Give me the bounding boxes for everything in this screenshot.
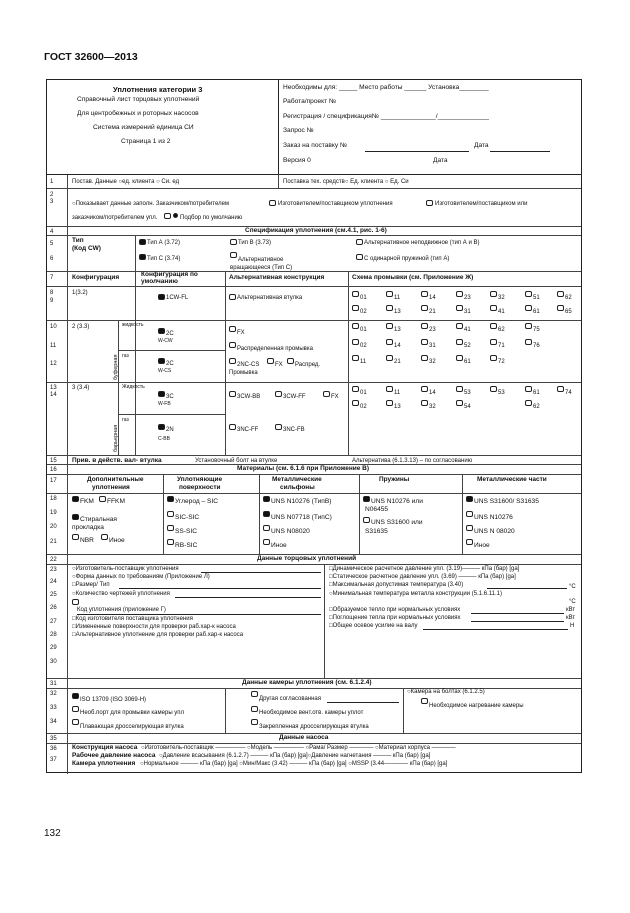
section-seal-spec: Спецификация уплотнения (см.4.1, рис. 1-6) <box>245 227 387 234</box>
page-number: 132 <box>44 828 61 839</box>
type-b-checkbox[interactable] <box>230 239 237 245</box>
mat-uns-n08020-checkbox[interactable] <box>263 525 270 531</box>
flush-plan-13-checkbox[interactable] <box>386 323 393 329</box>
cfg3-liquid-default-checkbox[interactable] <box>158 391 165 397</box>
flush-plan-label: 01 <box>360 327 367 333</box>
legend-box-icon <box>426 200 433 206</box>
cfg3-fx-checkbox[interactable] <box>323 391 330 397</box>
project-field[interactable]: Работа/проект № <box>283 98 337 105</box>
section-pump-data: Данные насоса <box>279 734 329 741</box>
form-subtitle-4: Страница 1 из 2 <box>121 138 171 145</box>
chamber-heating-checkbox[interactable] <box>421 698 428 704</box>
max-temp-field[interactable]: □Максимальная допустимая температура (3.40) <box>329 582 464 588</box>
flush-plan-11-checkbox[interactable] <box>386 291 393 297</box>
mat-rb-sic-checkbox[interactable] <box>167 539 174 545</box>
equipment-units[interactable]: Поставка тех. средств○ Ед. клиента ○ Ед. Си <box>283 179 409 185</box>
mat-ss-sic-checkbox[interactable] <box>167 525 174 531</box>
flush-plan-14-checkbox[interactable] <box>421 291 428 297</box>
flush-plan-51-checkbox[interactable] <box>525 291 532 297</box>
axial-force-field[interactable]: □Общее осевое усилие на валу <box>329 623 418 629</box>
flush-plan-label: 41 <box>464 327 471 333</box>
flush-plan-label: 62 <box>533 404 540 410</box>
flush-plan-61-checkbox[interactable] <box>525 386 532 392</box>
form-subtitle-2: Для центробежных и роторных насосов <box>77 110 199 117</box>
mat-spring-s31600-checkbox[interactable] <box>363 517 370 523</box>
section-materials: Материалы (см. 6.1.6 при Приложение В) <box>237 465 370 472</box>
flush-plan-62-checkbox[interactable] <box>490 323 497 329</box>
flush-plan-13-checkbox[interactable] <box>386 305 393 311</box>
cfg2-liquid-default-checkbox[interactable] <box>158 328 165 334</box>
flush-plan-01-checkbox[interactable] <box>352 386 359 392</box>
mat-metal-n08020-checkbox[interactable] <box>466 525 473 531</box>
flush-plan-32-checkbox[interactable] <box>421 400 428 406</box>
cfg3-gas-default-checkbox[interactable] <box>158 424 165 430</box>
flush-plan-label: 13 <box>394 404 401 410</box>
min-metal-temp-field[interactable]: ○Минимальная температура металла конструкции (5.1.6.11.1) <box>329 591 502 597</box>
pump-construction-fields[interactable]: ○Изготовитель-поставщик ————— ○Модель ————— ○Рама/ Размер ———— ○Материал корпуса ———— <box>141 745 456 751</box>
flush-plan-11-checkbox[interactable] <box>352 355 359 361</box>
flush-plan-14-checkbox[interactable] <box>386 339 393 345</box>
modified-surfaces-field[interactable]: □Измененные поверхности для проверки раб.хар-к насоса <box>72 624 236 630</box>
floating-bushing-checkbox[interactable] <box>72 719 79 725</box>
type-alt-rotating-checkbox[interactable] <box>230 252 237 258</box>
flush-plan-53-checkbox[interactable] <box>456 386 463 392</box>
flush-plan-label: 14 <box>394 343 401 349</box>
cfg1-default-checkbox[interactable] <box>158 294 165 300</box>
flush-plan-label: 14 <box>429 390 436 396</box>
mat-other1-checkbox[interactable] <box>101 534 108 540</box>
mat-stir-checkbox[interactable] <box>72 514 79 520</box>
flush-plan-65-checkbox[interactable] <box>557 305 564 311</box>
flush-plan-02-checkbox[interactable] <box>352 305 359 311</box>
flush-plan-74-checkbox[interactable] <box>557 386 564 392</box>
cfg1-alt-sleeve-checkbox[interactable] <box>229 294 236 300</box>
flush-plan-label: 31 <box>464 309 471 315</box>
mat-metal-s31600-checkbox[interactable] <box>466 496 473 502</box>
type-single-spring-checkbox[interactable] <box>356 254 363 260</box>
flush-plan-label: 11 <box>360 359 367 365</box>
flush-plan-label: 61 <box>533 309 540 315</box>
flush-plan-label: 75 <box>533 327 540 333</box>
order-date-label: Дата <box>474 142 489 149</box>
heat-generated-field[interactable]: □Образуемое тепло при нормальных условиях <box>329 607 461 613</box>
flush-plan-61-checkbox[interactable] <box>456 355 463 361</box>
section-seal-chamber: Данные камеры уплотнения (см. 6.1.2.4) <box>242 679 372 686</box>
flush-plan-label: 31 <box>429 343 436 349</box>
flush-plan-label: 61 <box>533 390 540 396</box>
vendor-code-field[interactable]: □Код изготовителя поставщика уплотнения <box>72 616 193 622</box>
flush-plan-label: 61 <box>464 359 471 365</box>
chamber-vent-checkbox[interactable] <box>251 706 258 712</box>
flush-plan-label: 23 <box>429 327 436 333</box>
mat-uns-n07718-checkbox[interactable] <box>263 511 270 517</box>
drawing-count-field[interactable]: ○Количество чертежей уплотнения <box>72 591 170 597</box>
flush-plan-21-checkbox[interactable] <box>386 355 393 361</box>
flush-plan-label: 74 <box>565 390 572 396</box>
supply-data-units[interactable]: Постав. Данные ○ед. клиента ○ Си. ед <box>72 179 180 185</box>
alt-seal-field[interactable]: □Альтернативное уплотнение для проверки раб.хар-к насоса <box>72 632 244 638</box>
mat-other5-checkbox[interactable] <box>466 539 473 545</box>
flush-plan-label: 53 <box>498 390 505 396</box>
mat-metal-n10276-checkbox[interactable] <box>466 511 473 517</box>
flush-plan-label: 11 <box>394 390 401 396</box>
needed-for-field[interactable]: Необходимы для: _____ Место работы ______ Установка________ <box>283 84 489 91</box>
flush-plan-label: 02 <box>360 309 367 315</box>
form-title: Уплотнения категории 3 <box>113 85 203 94</box>
flush-plan-23-checkbox[interactable] <box>456 291 463 297</box>
static-pressure-field[interactable]: □Статическое расчетное давление упл. (3.69) ——— кПа (бар) [ga] <box>329 574 516 580</box>
flush-plan-label: 23 <box>464 295 471 301</box>
flush-plan-76-checkbox[interactable] <box>525 339 532 345</box>
type-alt-stationary-checkbox[interactable] <box>356 239 363 245</box>
flush-plan-label: 62 <box>498 327 505 333</box>
flush-plan-61-checkbox[interactable] <box>525 305 532 311</box>
flush-plan-label: 32 <box>429 404 436 410</box>
flush-plan-31-checkbox[interactable] <box>456 305 463 311</box>
heat-absorbed-field[interactable]: □Поглощение тепла при нормальных условиях <box>329 615 461 621</box>
mat-sic-sic-checkbox[interactable] <box>167 511 174 517</box>
flush-plan-label: 71 <box>498 343 505 349</box>
flush-plan-label: 76 <box>533 343 540 349</box>
flush-plan-41-checkbox[interactable] <box>490 305 497 311</box>
section-seal-data: Данные торцовых уплотнений <box>257 555 357 562</box>
pump-pressure-fields[interactable]: ○Давление всасывания (6.1.2.7) ——— кПа (бар) [ga]○Давление нагнетания ——— кПа (бар) [ga] <box>159 753 431 759</box>
flush-plan-label: 51 <box>533 295 540 301</box>
flush-plan-02-checkbox[interactable] <box>352 400 359 406</box>
flush-plan-71-checkbox[interactable] <box>490 339 497 345</box>
seal-vendor-field[interactable]: ○Изготовитель-поставщик уплотнения <box>72 566 179 572</box>
flush-plan-01-checkbox[interactable] <box>352 291 359 297</box>
flush-plan-13-checkbox[interactable] <box>386 400 393 406</box>
flush-plan-31-checkbox[interactable] <box>421 339 428 345</box>
flush-plan-label: 62 <box>565 295 572 301</box>
flush-plan-label: 41 <box>498 309 505 315</box>
chamber-other-checkbox[interactable] <box>251 691 258 697</box>
flush-plan-label: 14 <box>429 295 436 301</box>
flush-plan-21-checkbox[interactable] <box>421 305 428 311</box>
flush-plan-41-checkbox[interactable] <box>456 323 463 329</box>
flush-plan-label: 21 <box>394 359 401 365</box>
flush-plan-32-checkbox[interactable] <box>421 355 428 361</box>
flush-plan-label: 54 <box>464 404 471 410</box>
fixed-bushing-checkbox[interactable] <box>251 719 258 725</box>
legend-box-icon <box>269 200 276 206</box>
flush-plan-75-checkbox[interactable] <box>525 323 532 329</box>
flush-plan-label: 21 <box>429 309 436 315</box>
mat-nbr-checkbox[interactable] <box>72 534 79 540</box>
version-date-label: Дата <box>433 157 448 164</box>
chamber-flush-port-checkbox[interactable] <box>72 706 79 712</box>
flush-plan-02-checkbox[interactable] <box>352 339 359 345</box>
cfg2-gas-default-checkbox[interactable] <box>158 358 165 364</box>
flush-plan-72-checkbox[interactable] <box>490 355 497 361</box>
flush-plan-62-checkbox[interactable] <box>557 291 564 297</box>
flush-plan-32-checkbox[interactable] <box>490 291 497 297</box>
legend-customer: ○Показывает данные заполн. Заказчиком/потребителем <box>72 201 230 207</box>
flush-plan-label: 01 <box>360 390 367 396</box>
size-type-field[interactable]: □Размер/ Тип <box>72 582 110 588</box>
default-dot-icon <box>173 213 178 218</box>
cfg2-2nc-cs-checkbox[interactable] <box>229 358 236 364</box>
type-a-checkbox[interactable] <box>139 239 146 245</box>
mat-other3-checkbox[interactable] <box>263 539 270 545</box>
flush-plan-label: 52 <box>464 343 471 349</box>
flush-plan-label: 13 <box>394 309 401 315</box>
flush-plan-label: 53 <box>464 390 471 396</box>
request-field[interactable]: Запрос № <box>283 127 314 134</box>
chamber-iso-checkbox[interactable] <box>72 693 79 699</box>
flush-plan-label: 02 <box>360 404 367 410</box>
document-header: ГОСТ 32600—2013 <box>44 51 138 63</box>
flush-plan-label: 13 <box>394 327 401 333</box>
flush-plan-label: 65 <box>565 309 572 315</box>
mat-spring-n10276-checkbox[interactable] <box>363 496 370 502</box>
flush-plan-label: 32 <box>429 359 436 365</box>
cfg2-fx2-checkbox[interactable] <box>267 358 274 364</box>
seal-code-checkbox[interactable] <box>72 599 79 605</box>
version-label: Версия 0 <box>283 157 311 164</box>
flush-plan-label: 11 <box>394 295 401 301</box>
flush-plan-14-checkbox[interactable] <box>421 386 428 392</box>
mat-carbon-sic-checkbox[interactable] <box>167 496 174 502</box>
form-subtitle-3: Система измерений единица СИ <box>93 124 194 131</box>
flush-plan-01-checkbox[interactable] <box>352 323 359 329</box>
flush-plan-label: 72 <box>498 359 505 365</box>
seal-chamber-pressure-fields[interactable]: ○Нормальное ——— кПа (бар) [ga] ○Мин/Макс (3.42) ——— кПа (бар) [ga] ○MSSP (3.44———— кПа (бар) [ga] <box>140 761 448 767</box>
flush-plan-52-checkbox[interactable] <box>456 339 463 345</box>
cfg3-ncfb-checkbox[interactable] <box>275 424 282 430</box>
flush-plan-11-checkbox[interactable] <box>386 386 393 392</box>
flush-plan-62-checkbox[interactable] <box>525 400 532 406</box>
data-form-field[interactable]: ○Форма данных по требованиям (Приложение Л) <box>72 574 210 580</box>
cfg3-ncff-checkbox[interactable] <box>229 424 236 430</box>
type-c-checkbox[interactable] <box>139 254 146 260</box>
flush-plan-label: 02 <box>360 343 367 349</box>
seal-datasheet-form: Уплотнения категории 3 Справочный лист торцовых уплотнений Для центробежных и роторных насосов Система измерений единица СИ Страница 1 из 2 Необходимы для: _____ Место работы ______ Установка________ Работа/проект № Регистрация / спецификация№ _______________/______________ Запрос № Заказ на поставку № Дата Версия 0 Дата 1 Постав. Данные ○ед. клиента ○ Си. ед Поставка тех. средств○ Ед. клиента ○ Ед. Си 2 3 ○Показывает данные заполн. Заказчиком/потребителем Изготовителем/поставщиком уплотнения Изготовителем/поставщиком или заказчиком/потребителем упл. Подбор по умолчанию 4 Спецификация уплотнения (см.4.1, рис. 1-6) 5 6 Тип (Код CW) Тип А (3.72) Тип В (3.73) Альтернативное неподвижное (тип А и В) Тип С (3.74) Альтернативное вращающееся (Тип С) С одинарной пружиной (тип А) 7 Конфигурация Конфигурация по умолчанию Альтернативная конструкция Схема промывки (см. Приложение Ж) 8 9 1(3.2) 1CW-FL Альтернативная втулка 10 11 12 2 (3.3) буферная жидкость 2C W-CW газ 2C W-CS FX Распределенная промывка 2NC-CS FX Распред. Промывка 13 14 3 (3.4) барьерная Жидкость 3C W-FB газ 2N C-BB 3CW-BB 3CW-FF FX 3NC-FF 3NC-FB 15 Прив. в действ. вал- втулка Установочный болт на втулке Альтернатива (6.1.3.13) – по согласованию 16 Материалы (см. 6.1.6 при Приложение В) 17 Дополнительные уплотнения Уплотняющие поверхности Металлические сильфоны Пружины Металлические части 18 19 20 21 FKM FFKM Стиральная прокладка NBR Иное Углерод – SIC SIC-SIC SS-SIC RB-SIC UNS N10276 (ТипВ) UNS N07718 (ТипС) UNS N08020 Иное UNS N10276 или N06455 UNS S31600 или S31635 UNS S31600/ S31635 UNS N10276 UNS N 08020 Иное 22 Данные торцовых уплотнений 23 24 25 26 27 28 29 30 ○Изготовитель-поставщик уплотнения ○Форма данных по требованиям (Приложение Л) □Размер/ Тип ○Количество чертежей уплотнения Код уплотнения (приложение Г) □Код изготовителя поставщика уплотнения □Измененные поверхности для проверки раб.хар-к насоса □Альтернативное уплотнение для проверки раб.хар-к насоса □Динамическое расчетное давление упл. (3.19)——— кПа (бар) [ga] □Статическое расчетное давление упл. (3.69) ——— кПа (бар) [ga] □Максимальная допустимая температура (3.40) °C ○Минимальная температура металла конструкции (5.1.6.11.1) °C □Образуемое тепло при нормальных условиях кВт □Поглощение тепла при нормальных условиях кВт □Общее осевое усилие на валу H 31 Данные камеры уплотнения (см. 6.1.2.4) 32 33 34 ISO 13709 (ISO 3069-Н) Необ.порт для промывки камеры упл Плавающая дросселирующая втулка Другая согласованная Необходимое вент.отв. камеры уплот Закрепленная дросселирующая втулка ○Камера на болтах (6.1.2.5) Необходимое нагревание камеры 35 Данные насоса 36 37 Конструкция насоса ○Изготовитель-поставщик ————— ○Модель ————— ○Рама/ Размер ———— ○Материал корпуса ———— Рабочее давление насоса ○Давление всасывания (6.1.2.7) ——— кПа (бар) [ga]○Давление нагнетания ——— кПа (бар) [ga] Камера уплотнения ○Нормальное ——— кПа (бар) [ga] ○Мин/Макс (3.42) ——— кПа (бар) [ga] ○MSSP (3.44———— кПа (бар) [ga] 01 11 14 23 32 51 62 02 13 21 31 41 61 65 01 13 23 41 62 75 02 14 31 52 71 76 11 21 32 61 72 01 11 14 53 53 61 74 02 13 32 54 62 <box>46 79 582 773</box>
mat-uns-n10276-bellows-checkbox[interactable] <box>263 496 270 502</box>
form-subtitle-1: Справочный лист торцовых уплотнений <box>77 96 200 103</box>
flush-plan-53-checkbox[interactable] <box>490 386 497 392</box>
cfg2-distributed2-checkbox[interactable] <box>287 358 294 364</box>
legend-box-icon <box>164 213 171 219</box>
flush-plan-23-checkbox[interactable] <box>421 323 428 329</box>
bolted-chamber-field[interactable]: ○Камера на болтах (6.1.2.5) <box>407 689 485 695</box>
cfg2-fx-checkbox[interactable] <box>229 326 236 332</box>
cfg2-distributed-flush-checkbox[interactable] <box>229 342 236 348</box>
registration-field[interactable]: Регистрация / спецификация№ _______________/______________ <box>283 113 489 120</box>
flush-plan-label: 32 <box>498 295 505 301</box>
cfg3-bb-checkbox[interactable] <box>229 391 236 397</box>
flush-plan-label: 01 <box>360 295 367 301</box>
flush-plan-54-checkbox[interactable] <box>456 400 463 406</box>
order-field[interactable]: Заказ на поставку № <box>283 142 348 149</box>
cfg3-ff-checkbox[interactable] <box>275 391 282 397</box>
mat-fkm-checkbox[interactable] <box>72 496 79 502</box>
mat-ffkm-checkbox[interactable] <box>99 496 106 502</box>
dynamic-pressure-field[interactable]: □Динамическое расчетное давление упл. (3.19)——— кПа (бар) [ga] <box>329 566 520 572</box>
